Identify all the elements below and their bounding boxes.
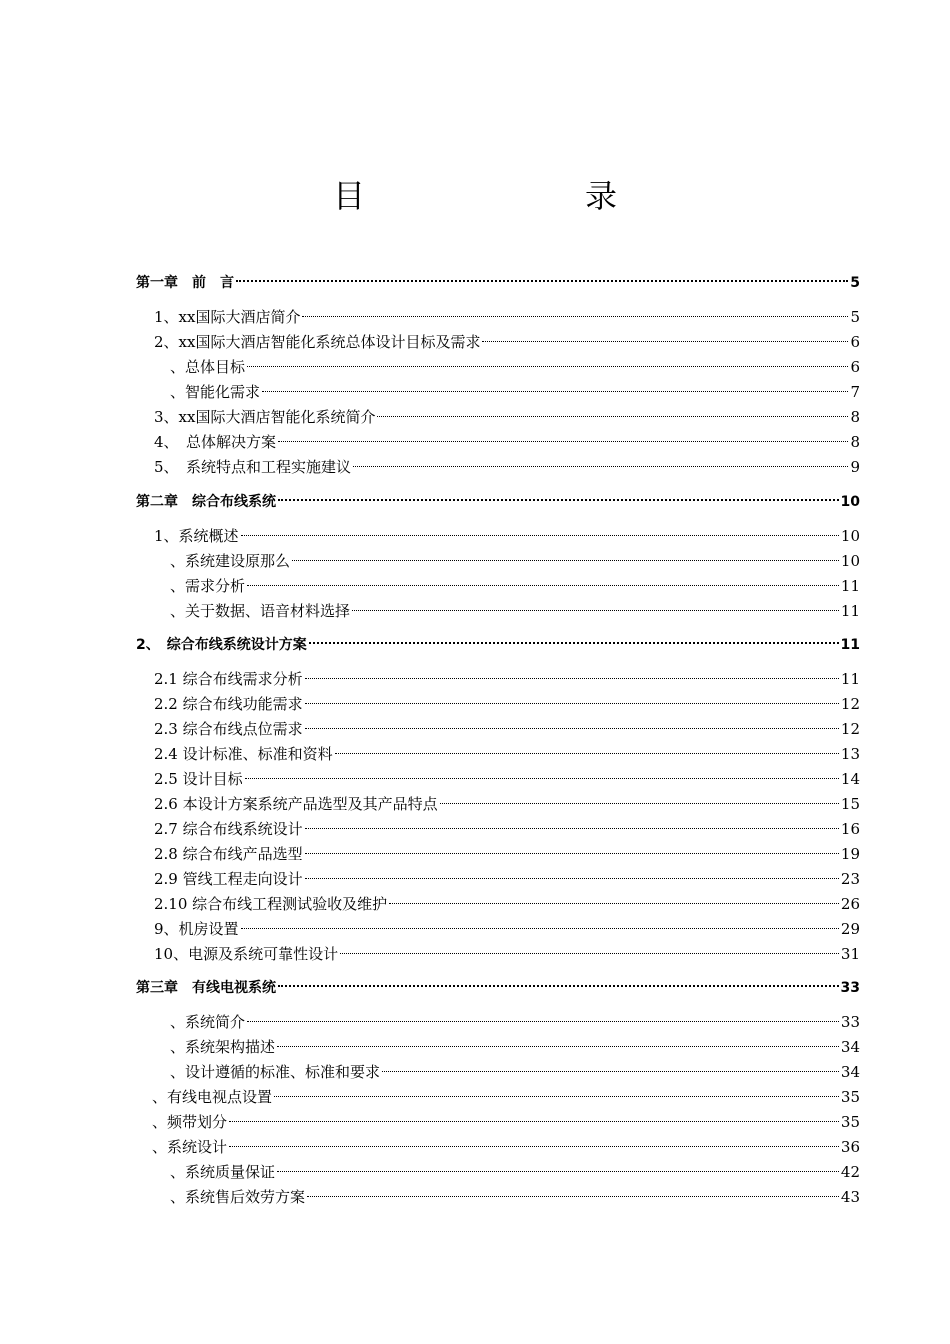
toc-entry-label: 9、机房设置 <box>154 920 239 938</box>
toc-entry[interactable] <box>136 1110 860 1134</box>
toc-dot-leader <box>305 728 839 729</box>
toc-dot-leader <box>247 1021 839 1022</box>
toc-entry-page-number: 11 <box>840 670 860 688</box>
toc-entry-page-number: 12 <box>840 720 860 738</box>
toc-entry-label: 3、xx国际大酒店智能化系统简介 <box>154 408 376 426</box>
toc-entry[interactable] <box>136 455 860 479</box>
toc-entry[interactable] <box>136 524 860 548</box>
toc-entry-label: 5、 系统特点和工程实施建议 <box>154 458 352 476</box>
toc-entry-page-number: 19 <box>840 845 860 863</box>
toc-dot-leader <box>305 853 839 854</box>
toc-entry-label: 、系统建设原那么 <box>170 552 291 570</box>
toc-entry[interactable] <box>136 633 860 657</box>
toc-entry[interactable] <box>136 817 860 841</box>
toc-entry[interactable] <box>136 917 860 941</box>
toc-entry[interactable] <box>136 330 860 354</box>
toc-entry-label: 、系统售后效劳方案 <box>170 1188 306 1206</box>
toc-entry-page-number: 8 <box>850 408 860 426</box>
toc-dot-leader <box>305 828 839 829</box>
toc-entry[interactable] <box>136 405 860 429</box>
toc-dot-leader <box>247 366 848 367</box>
toc-entry[interactable] <box>136 355 860 379</box>
toc-dot-leader <box>229 1121 839 1122</box>
toc-entry[interactable] <box>136 767 860 791</box>
toc-dot-leader <box>335 753 839 754</box>
toc-entry-page-number: 42 <box>840 1163 860 1181</box>
toc-entry-label: 、频带划分 <box>152 1113 228 1131</box>
toc-entry[interactable] <box>136 867 860 891</box>
toc-dot-leader <box>241 928 839 929</box>
toc-dot-leader <box>302 316 848 317</box>
toc-dot-leader <box>340 953 839 954</box>
toc-entry-page-number: 34 <box>840 1038 860 1056</box>
toc-dot-leader <box>389 903 839 904</box>
toc-entry[interactable] <box>136 942 860 966</box>
toc-dot-leader <box>277 1171 839 1172</box>
toc-dot-leader <box>274 1096 839 1097</box>
toc-dot-leader <box>278 985 839 987</box>
toc-entry[interactable] <box>136 1185 860 1209</box>
toc-dot-leader <box>262 391 848 392</box>
toc-entry[interactable] <box>136 1060 860 1084</box>
toc-dot-leader <box>440 803 839 804</box>
toc-dot-leader <box>382 1071 839 1072</box>
toc-entry[interactable] <box>136 599 860 623</box>
toc-entry[interactable] <box>136 892 860 916</box>
toc-dot-leader <box>292 560 839 561</box>
toc-entry[interactable] <box>136 1085 860 1109</box>
toc-entry-label: 2.4 设计标准、标准和资料 <box>154 745 333 763</box>
toc-dot-leader <box>278 499 839 501</box>
toc-entry-label: 、总体目标 <box>170 358 246 376</box>
toc-entry-page-number: 31 <box>840 945 860 963</box>
toc-entry-label: 2.1 综合布线需求分析 <box>154 670 303 688</box>
toc-entry-label: 1、xx国际大酒店简介 <box>154 308 301 326</box>
toc-dot-leader <box>277 1046 839 1047</box>
toc-dot-leader <box>352 610 839 611</box>
toc-entry-page-number: 35 <box>840 1088 860 1106</box>
toc-entry-label: 第二章 综合布线系统 <box>136 494 276 510</box>
toc-entry-page-number: 7 <box>850 383 860 401</box>
toc-dot-leader <box>482 341 848 342</box>
toc-entry-label: 第三章 有线电视系统 <box>136 980 276 996</box>
toc-entry-label: 2.3 综合布线点位需求 <box>154 720 303 738</box>
toc-entry-page-number: 8 <box>850 433 860 451</box>
toc-entry[interactable] <box>136 667 860 691</box>
toc-entry-label: 1、系统概述 <box>154 527 239 545</box>
toc-entry[interactable] <box>136 490 860 514</box>
toc-dot-leader <box>305 703 839 704</box>
toc-entry-label: 、关于数据、语音材料选择 <box>170 602 351 620</box>
toc-entry-page-number: 13 <box>840 745 860 763</box>
toc-entry-label: 、有线电视点设置 <box>152 1088 273 1106</box>
toc-entry-page-number: 10 <box>840 494 860 510</box>
toc-entry-label: 、智能化需求 <box>170 383 261 401</box>
toc-entry-page-number: 43 <box>840 1188 860 1206</box>
toc-dot-leader <box>377 416 848 417</box>
toc-entry-label: 2、xx国际大酒店智能化系统总体设计目标及需求 <box>154 333 481 351</box>
toc-entry-page-number: 23 <box>840 870 860 888</box>
toc-entry-label: 、系统架构描述 <box>170 1038 276 1056</box>
toc-entry[interactable] <box>136 380 860 404</box>
toc-entry-page-number: 36 <box>840 1138 860 1156</box>
toc-dot-leader <box>245 778 839 779</box>
toc-entry[interactable] <box>136 842 860 866</box>
toc-entry-page-number: 6 <box>850 358 860 376</box>
toc-entry[interactable] <box>136 271 860 295</box>
toc-entry-page-number: 10 <box>840 527 860 545</box>
toc-entry-label: 、需求分析 <box>170 577 246 595</box>
toc-entry-page-number: 34 <box>840 1063 860 1081</box>
toc-dot-leader <box>229 1146 839 1147</box>
toc-entry-page-number: 26 <box>840 895 860 913</box>
toc-dot-leader <box>309 642 839 644</box>
toc-entry-page-number: 12 <box>840 695 860 713</box>
toc-dot-leader <box>353 466 848 467</box>
toc-entry-label: 10、电源及系统可靠性设计 <box>154 945 339 963</box>
toc-entry-label: 2.7 综合布线系统设计 <box>154 820 303 838</box>
toc-entry-page-number: 33 <box>840 1013 860 1031</box>
toc-entry[interactable] <box>136 717 860 741</box>
toc-entry-page-number: 10 <box>840 552 860 570</box>
toc-entry-label: 、系统简介 <box>170 1013 246 1031</box>
toc-entry-page-number: 11 <box>840 602 860 620</box>
toc-entry[interactable] <box>136 742 860 766</box>
toc-entry-label: 、系统质量保证 <box>170 1163 276 1181</box>
toc-dot-leader <box>307 1196 839 1197</box>
toc-entry-page-number: 29 <box>840 920 860 938</box>
toc-entry[interactable] <box>136 1160 860 1184</box>
toc-entry-label: 4、 总体解决方案 <box>154 433 277 451</box>
toc-entry-page-number: 14 <box>840 770 860 788</box>
toc-entry-page-number: 35 <box>840 1113 860 1131</box>
toc-entry[interactable] <box>136 792 860 816</box>
toc-entry-label: 2.8 综合布线产品选型 <box>154 845 303 863</box>
toc-entry[interactable] <box>136 1135 860 1159</box>
toc-dot-leader <box>247 585 839 586</box>
page-title: 目 录 <box>332 177 669 215</box>
toc-entry-label: 、设计遵循的标准、标准和要求 <box>170 1063 381 1081</box>
toc-entry-page-number: 6 <box>850 333 860 351</box>
toc-entry-page-number: 11 <box>840 577 860 595</box>
toc-entry-page-number: 15 <box>840 795 860 813</box>
toc-entry-label: 2.10 综合布线工程测试验收及维护 <box>154 895 388 913</box>
toc-entry[interactable] <box>136 692 860 716</box>
toc-entry[interactable] <box>136 1035 860 1059</box>
toc-dot-leader <box>305 678 839 679</box>
toc-entry[interactable] <box>136 430 860 454</box>
toc-entry[interactable] <box>136 574 860 598</box>
toc-entry-page-number: 5 <box>850 275 860 291</box>
toc-entry[interactable] <box>136 976 860 1000</box>
toc-entry-label: 第一章 前 言 <box>136 275 234 291</box>
toc-dot-leader <box>241 535 839 536</box>
toc-entry-page-number: 11 <box>840 637 860 653</box>
toc-entry[interactable] <box>136 549 860 573</box>
toc-entry-label: 2.5 设计目标 <box>154 770 243 788</box>
toc-entry[interactable] <box>136 305 860 329</box>
toc-entry-label: 、系统设计 <box>152 1138 228 1156</box>
toc-entry-label: 2.2 综合布线功能需求 <box>154 695 303 713</box>
toc-entry-label: 2.9 管线工程走向设计 <box>154 870 303 888</box>
toc-entry-page-number: 9 <box>850 458 860 476</box>
toc-entry-page-number: 16 <box>840 820 860 838</box>
toc-dot-leader <box>236 280 848 282</box>
toc-entry-page-number: 33 <box>840 980 860 996</box>
toc-entry[interactable] <box>136 1010 860 1034</box>
toc-entry-label: 2.6 本设计方案系统产品选型及其产品特点 <box>154 795 438 813</box>
toc-entry-label: 2、 综合布线系统设计方案 <box>136 637 307 653</box>
toc-entry-page-number: 5 <box>850 308 860 326</box>
toc-dot-leader <box>305 878 839 879</box>
toc-dot-leader <box>278 441 848 442</box>
